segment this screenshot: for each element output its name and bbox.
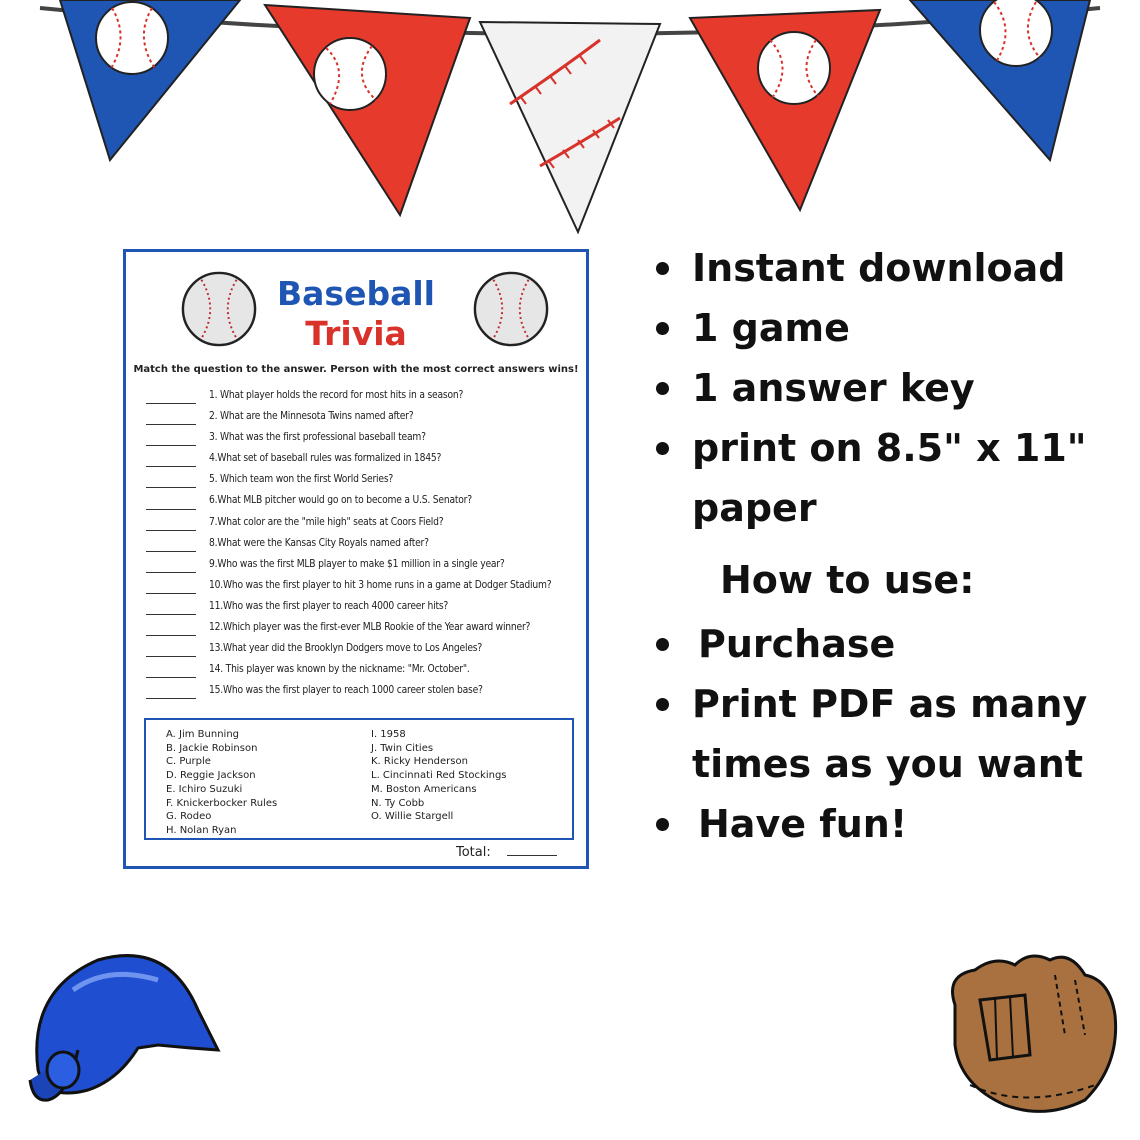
- answer-item: D. Reggie Jackson: [166, 770, 256, 782]
- answer-blank: [146, 593, 196, 594]
- question-row: [146, 387, 586, 408]
- baseball-icon: [96, 2, 168, 74]
- question-row: [146, 640, 586, 661]
- step-print-continuation: times as you want: [692, 742, 1084, 786]
- answer-item: C. Purple: [166, 756, 211, 768]
- question-text: 2. What are the Minnesota Twins named after?: [209, 411, 414, 423]
- answer-item: H. Nolan Ryan: [166, 824, 237, 836]
- baseball-icon: [980, 0, 1052, 66]
- baseball-glove-icon: [935, 935, 1130, 1115]
- question-text: 12.Which player was the first-ever MLB Rookie of the Year award winner?: [209, 622, 531, 634]
- question-text: 15.Who was the first player to reach 1000 career stolen base?: [209, 685, 483, 697]
- question-row: [146, 535, 586, 556]
- question-row: [146, 429, 586, 450]
- feature-bullet: 1 answer key: [652, 358, 1122, 418]
- answer-item: J. Twin Cities: [371, 742, 434, 754]
- instructions: Match the question to the answer. Person with the most correct answers wins!: [133, 364, 579, 375]
- question-row: [146, 556, 586, 577]
- question-text: 6.What MLB pitcher would go on to become a U.S. Senator?: [209, 495, 472, 507]
- answer-blank: [146, 445, 196, 446]
- answer-blank: [146, 403, 196, 404]
- question-row: [146, 492, 586, 513]
- answer-item: A. Jim Bunning: [166, 729, 240, 740]
- sheet-title-trivia: Trivia: [305, 314, 407, 353]
- answer-blank: [146, 677, 196, 678]
- step-purchase: Purchase: [652, 614, 1122, 674]
- answer-item: O. Willie Stargell: [371, 811, 454, 823]
- answer-item: G. Rodeo: [166, 811, 212, 823]
- feature-bullet: 1 game: [652, 298, 1122, 358]
- answer-item: N. Ty Cobb: [371, 797, 425, 809]
- feature-bullet-continuation: paper: [692, 486, 817, 530]
- feature-list: [652, 238, 1122, 854]
- question-text: 1. What player holds the record for most hits in a season?: [209, 390, 464, 401]
- answer-item: M. Boston Americans: [371, 783, 477, 795]
- question-row: [146, 682, 586, 703]
- feature-bullet: print on 8.5" x 11": [652, 418, 1122, 478]
- baseball-icon: [758, 32, 830, 104]
- answer-blank: [146, 656, 196, 657]
- question-row: [146, 661, 586, 682]
- question-text: 13.What year did the Brooklyn Dodgers move to Los Angeles?: [209, 643, 482, 655]
- answer-item: E. Ichiro Suzuki: [166, 783, 243, 795]
- answer-bank: [144, 718, 574, 840]
- baseball-pennant-banner: [0, 0, 1140, 240]
- baseball-icon: [314, 38, 386, 110]
- answer-blank: [146, 635, 196, 636]
- feature-bullet: Instant download: [652, 238, 1122, 298]
- total-score: [456, 845, 557, 860]
- question-row: [146, 577, 586, 598]
- question-list: [146, 387, 586, 703]
- sheet-title-baseball: Baseball: [277, 274, 435, 313]
- step-print: Print PDF as many: [652, 674, 1122, 734]
- question-text: 10.Who was the first player to hit 3 home runs in a game at Dodger Stadium?: [209, 579, 552, 591]
- answer-blank: [146, 551, 196, 552]
- answer-item: I. 1958: [371, 729, 406, 740]
- answer-item: B. Jackie Robinson: [166, 742, 258, 754]
- question-row: [146, 514, 586, 535]
- answer-blank: [146, 466, 196, 467]
- batting-helmet-icon: [18, 930, 228, 1110]
- question-text: 4.What set of baseball rules was formalized in 1845?: [209, 453, 442, 465]
- question-text: 8.What were the Kansas City Royals named after?: [209, 537, 429, 549]
- trivia-sheet: [123, 249, 589, 869]
- answer-blank: [146, 698, 196, 699]
- question-text: 9.Who was the first MLB player to make $1 million in a single year?: [209, 558, 505, 570]
- question-text: 3. What was the first professional baseball team?: [209, 432, 426, 444]
- answer-blank: [146, 572, 196, 573]
- question-text: 11.Who was the first player to reach 4000 career hits?: [209, 600, 449, 612]
- step-have-fun: Have fun!: [652, 794, 1122, 854]
- total-label: Total:: [456, 845, 491, 860]
- answer-item: F. Knickerbocker Rules: [166, 797, 278, 809]
- question-text: 7.What color are the "mile high" seats at Coors Field?: [209, 516, 444, 528]
- how-to-use-heading: How to use:: [720, 558, 975, 602]
- question-row: [146, 450, 586, 471]
- question-text: 5. Which team won the first World Series?: [209, 474, 394, 486]
- baseball-icon: [472, 270, 550, 348]
- answer-blank: [146, 614, 196, 615]
- question-text: 14. This player was known by the nickname: "Mr. October".: [209, 664, 470, 676]
- answer-column-right: [371, 728, 507, 824]
- answer-column-left: [166, 728, 277, 838]
- question-row: [146, 471, 586, 492]
- total-blank: [507, 845, 557, 856]
- answer-blank: [146, 530, 196, 531]
- question-row: [146, 408, 586, 429]
- question-row: [146, 619, 586, 640]
- question-row: [146, 598, 586, 619]
- answer-item: K. Ricky Henderson: [371, 756, 468, 768]
- answer-blank: [146, 487, 196, 488]
- answer-blank: [146, 424, 196, 425]
- answer-item: L. Cincinnati Red Stockings: [371, 770, 507, 782]
- answer-blank: [146, 509, 196, 510]
